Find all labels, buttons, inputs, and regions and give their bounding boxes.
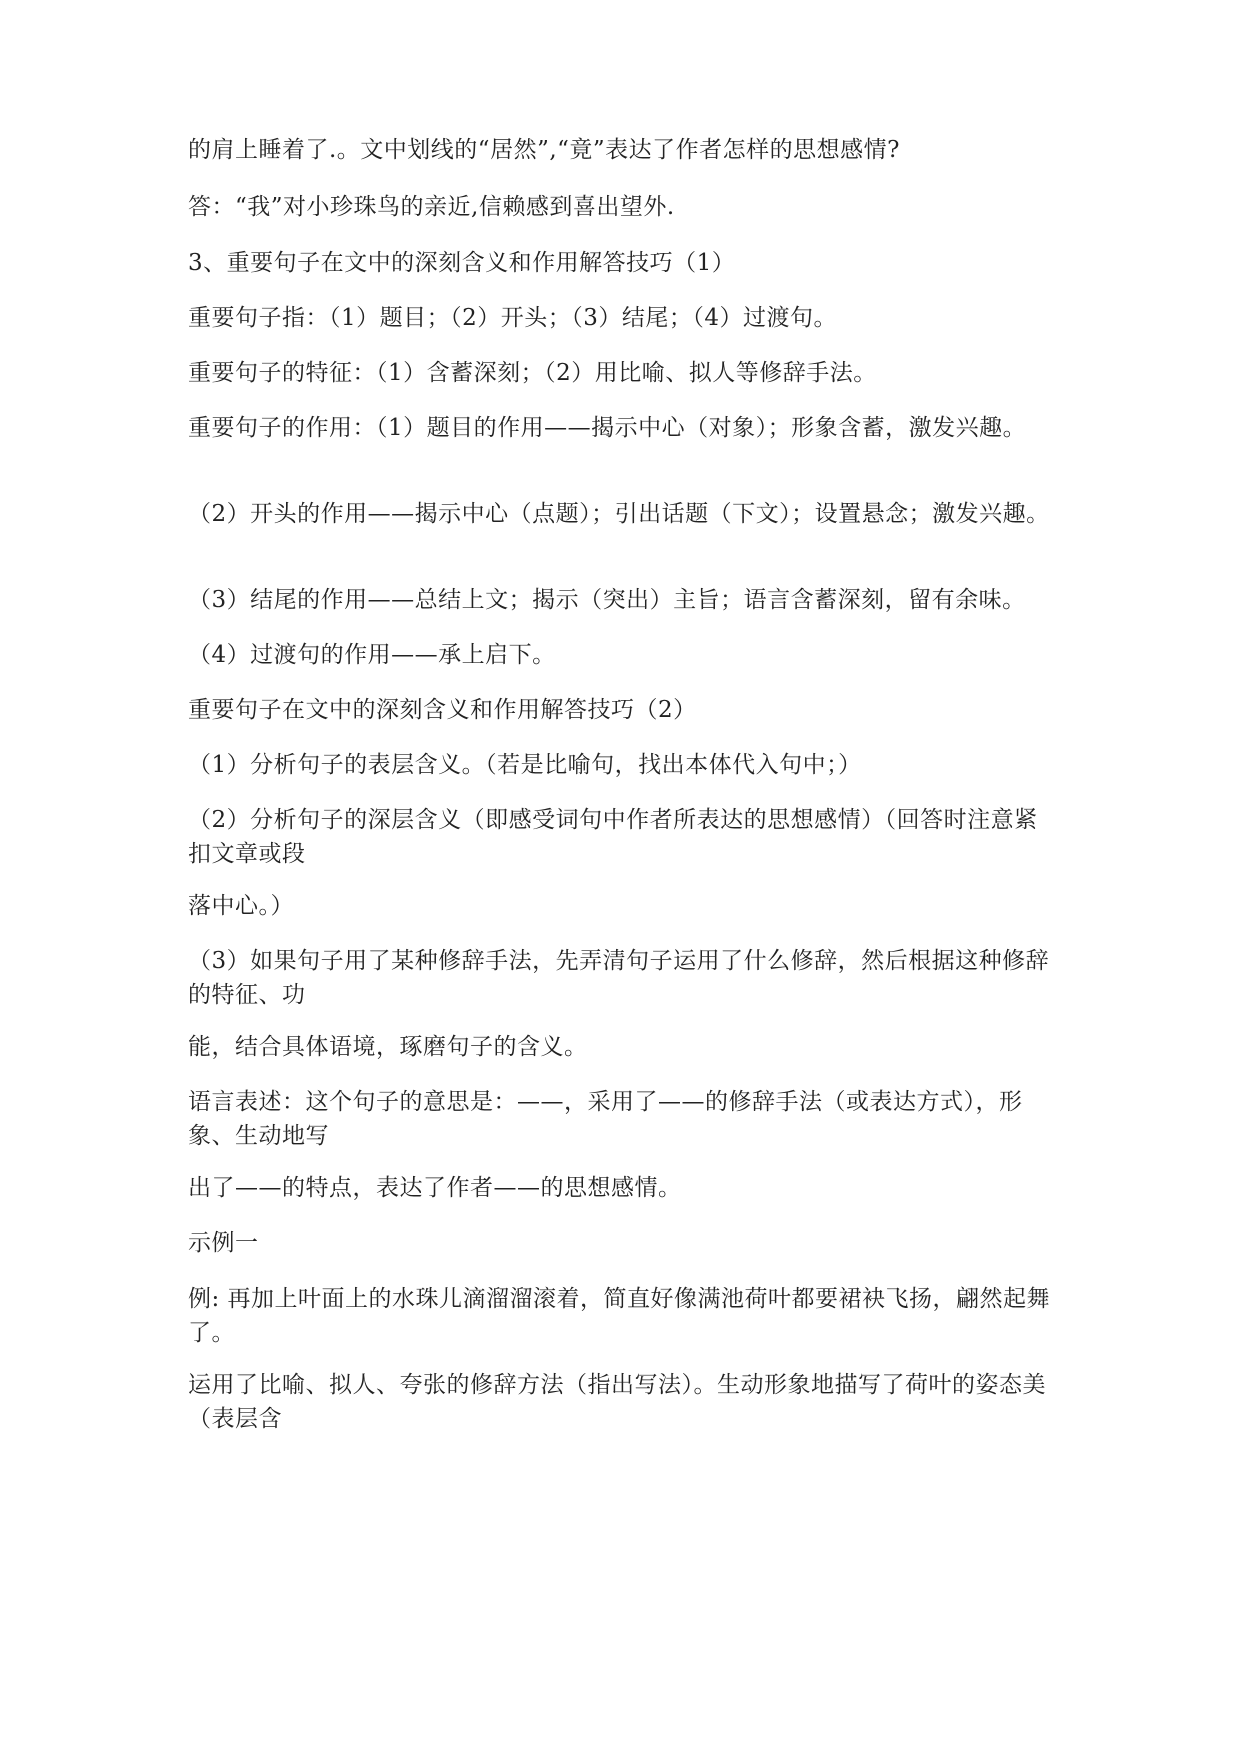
paragraph-17: 运用了比喻、拟人、夸张的修辞方法（指出写法）。生动形象地描写了荷叶的姿态美（表层含 bbox=[188, 1372, 1046, 1432]
paragraph-5: 重要句子的作用：（1）题目的作用——揭示中心（对象）；形象含蓄，激发兴趣。 bbox=[188, 415, 1027, 441]
paragraph-11: 落中心。） bbox=[188, 893, 294, 919]
paragraph-16: 例: 再加上叶面上的水珠儿滴溜溜滚着，简直好像满池荷叶都要裙袂飞扬，翩然起舞了。 bbox=[188, 1286, 1051, 1346]
example-heading: 示例一 bbox=[188, 1230, 259, 1256]
paragraph-9: （1）分析句子的表层含义。（若是比喻句，找出本体代入句中；） bbox=[188, 752, 862, 778]
paragraph-3: 重要句子指：（1）题目；（2）开头；（3）结尾；（4）过渡句。 bbox=[188, 305, 838, 331]
paragraph-13: 能，结合具体语境，琢磨句子的含义。 bbox=[188, 1034, 588, 1060]
paragraph-15: 出了——的特点，表达了作者——的思想感情。 bbox=[188, 1175, 682, 1201]
paragraph-14: 语言表述：这个句子的意思是：——，采用了——的修辞手法（或表达方式），形象、生动地写 bbox=[188, 1089, 1023, 1149]
paragraph-4: 重要句子的特征：（1）含蓄深刻；（2）用比喻、拟人等修辞手法。 bbox=[188, 360, 877, 386]
section-heading-2: 重要句子在文中的深刻含义和作用解答技巧（2） bbox=[188, 697, 697, 723]
paragraph-2: 答：“我”对小珍珠鸟的亲近,信赖感到喜出望外. bbox=[188, 194, 675, 220]
paragraph-6: （2）开头的作用——揭示中心（点题）；引出话题（下文）；设置悬念；激发兴趣。 bbox=[188, 501, 1050, 527]
paragraph-7: （3）结尾的作用——总结上文；揭示（突出）主旨；语言含蓄深刻，留有余味。 bbox=[188, 587, 1026, 613]
section-heading-1: 3、重要句子在文中的深刻含义和作用解答技巧（1） bbox=[188, 250, 736, 276]
paragraph-10: （2）分析句子的深层含义（即感受词句中作者所表达的思想感情）（回答时注意紧扣文章或段 bbox=[188, 807, 1038, 867]
paragraph-8: （4）过渡句的作用——承上启下。 bbox=[188, 642, 556, 668]
paragraph-1: 的肩上睡着了.。文中划线的“居然”,“竟”表达了作者怎样的思想感情? bbox=[188, 137, 900, 163]
paragraph-12: （3）如果句子用了某种修辞手法，先弄清句子运用了什么修辞，然后根据这种修辞的特征、功 bbox=[188, 948, 1050, 1008]
